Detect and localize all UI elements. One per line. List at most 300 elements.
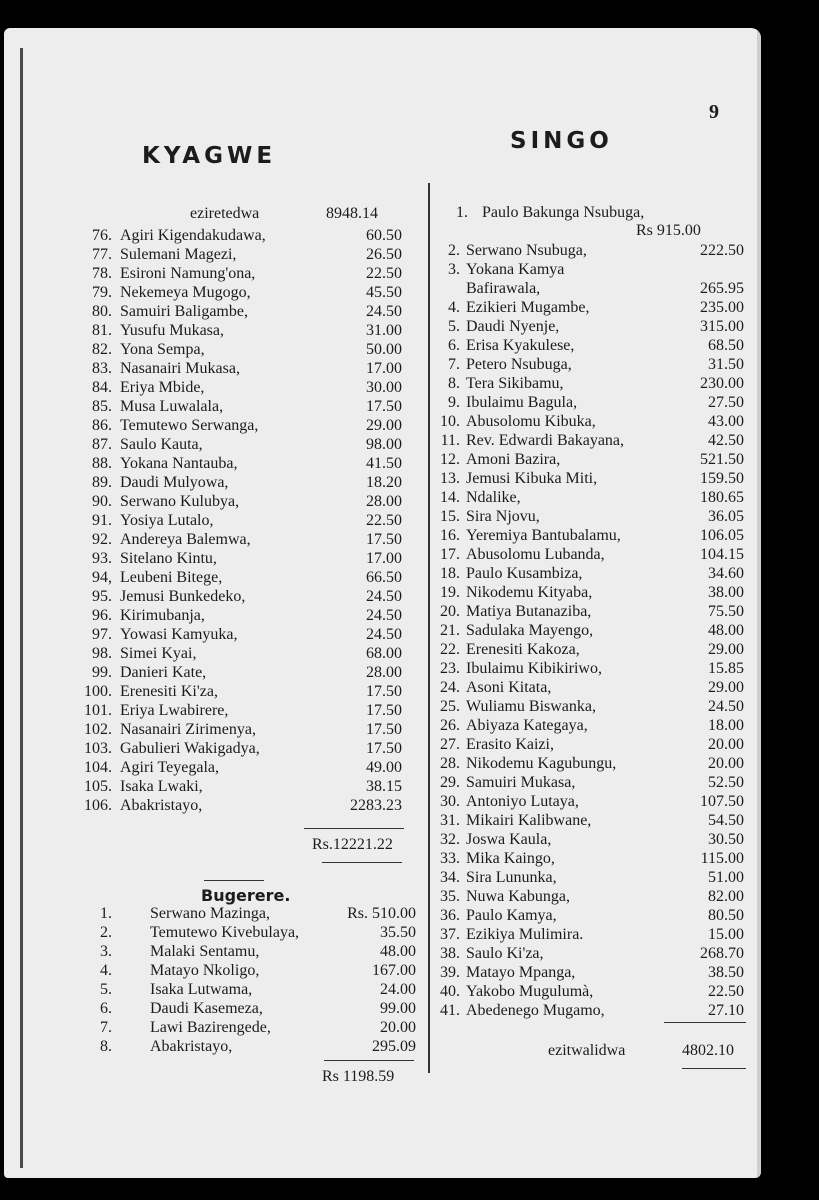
entry-name: Nekemeya Mugogo, [120,284,251,301]
entry-amount: 107.50 [700,793,744,810]
ledger-row [62,720,402,739]
ledger-row [62,606,402,625]
entry-name: Yeremiya Bantubalamu, [466,527,621,544]
entry-number: 30. [440,793,460,810]
entry-number: 15. [440,508,460,525]
entry-name: Samuiri Baligambe, [120,303,248,320]
entry-name: Yusufu Mukasa, [120,322,224,339]
entry-number: 5. [100,981,112,998]
entry-number: 13. [440,470,460,487]
entry-name: Petero Nsubuga, [466,356,572,373]
entry-amount: 38.50 [708,964,744,981]
ledger-row [62,961,422,980]
entry-name: Temutewo Serwanga, [120,417,259,434]
entry-name: Asoni Kitata, [466,679,552,696]
ledger-row [424,1001,744,1020]
ledger-row [62,549,402,568]
entry-number: 90. [92,493,112,510]
entry-amount: 66.50 [366,569,402,586]
entry-amount: Rs. 510.00 [347,905,416,922]
ledger-row [424,526,744,545]
ledger-row [424,545,744,564]
entry-amount: 48.00 [708,622,744,639]
ledger-row [62,340,402,359]
ledger-row [424,355,744,374]
ledger-row [62,245,402,264]
entry-amount: 235.00 [700,299,744,316]
entry-name: Yakobo Mugulumà, [466,983,594,1000]
entry-number: 12. [440,451,460,468]
entry-amount: 34.60 [708,565,744,582]
entry-amount: 17.50 [366,531,402,548]
entry-number: 2. [448,242,460,259]
entry-name: Yokana Kamya [466,261,565,278]
entry-number: 3. [100,943,112,960]
entry-amount: 265.95 [700,280,744,297]
ledger-row [62,530,402,549]
ledger-row [424,925,744,944]
entry-amount: 60.50 [366,227,402,244]
entry-name: Matayo Mpanga, [466,964,576,981]
ledger-row [424,298,744,317]
entry-name: Danieri Kate, [120,664,207,681]
ledger-row [424,602,744,621]
bugerere-list [62,904,422,1056]
ledger-row [62,644,402,663]
entry-number: 26. [440,717,460,734]
entry-name: Leubeni Bitege, [120,569,223,586]
entry-amount: 98.00 [366,436,402,453]
singo-list [424,241,744,1020]
entry-amount: 295.09 [372,1038,416,1055]
entry-number: 11. [440,432,460,449]
entry-number: 22. [440,641,460,658]
ledger-row [424,564,744,583]
ledger-row [62,625,402,644]
entry-name: Erenesiti Kakoza, [466,641,580,658]
entry-number: 97. [92,626,112,643]
entry-amount: 38.15 [366,778,402,795]
entry-name: Amoni Bazira, [466,451,561,468]
entry-name: Paulo Kusambiza, [466,565,583,582]
entry-number: 7. [448,356,460,373]
entry-name: Eriya Lwabirere, [120,702,229,719]
entry-name: Erenesiti Ki'za, [120,683,218,700]
entry-number: 36. [440,907,460,924]
entry-amount: 27.50 [708,394,744,411]
entry-number: 31. [440,812,460,829]
entry-amount: 167.00 [372,962,416,979]
entry-number: 102. [84,721,112,738]
entry-name: Matayo Nkoligo, [150,962,260,979]
entry-number: 10. [440,413,460,430]
singo-first-num: 1. [456,204,468,221]
entry-amount: 75.50 [708,603,744,620]
ledger-row [62,980,422,999]
entry-amount: 42.50 [708,432,744,449]
entry-name: Agiri Kigendakudawa, [120,227,266,244]
entry-amount: 68.00 [366,645,402,662]
entry-name: Sadulaka Mayengo, [466,622,594,639]
entry-name: Paulo Kamya, [466,907,557,924]
entry-amount: 17.50 [366,721,402,738]
kyagwe-list [62,226,402,815]
entry-amount: 38.00 [708,584,744,601]
entry-number: 27. [440,736,460,753]
entry-amount: 29.00 [708,679,744,696]
entry-number: 1. [100,905,112,922]
entry-amount: 15.85 [708,660,744,677]
entry-name: Jemusi Bunkedeko, [120,588,246,605]
entry-number: 16. [440,527,460,544]
ledger-row [424,621,744,640]
entry-amount: 20.00 [380,1019,416,1036]
ledger-row [62,587,402,606]
entry-number: 100. [84,683,112,700]
entry-name: Erisa Kyakulese, [466,337,575,354]
entry-number: 3. [448,261,460,278]
entry-number: 18. [440,565,460,582]
ledger-row [424,640,744,659]
entry-amount: 2283.23 [350,797,402,814]
ledger-row [62,942,422,961]
entry-name: Nasanairi Mukasa, [120,360,240,377]
entry-number: 78. [92,265,112,282]
ledger-row [62,663,402,682]
entry-number: 106. [84,797,112,814]
ledger-row [62,1018,422,1037]
entry-number: 80. [92,303,112,320]
ledger-row [424,849,744,868]
entry-number: 34. [440,869,460,886]
entry-amount: 36.05 [708,508,744,525]
entry-name: Abusolomu Kibuka, [466,413,596,430]
ledger-row [62,397,402,416]
ledger-row [62,739,402,758]
entry-amount: 82.00 [708,888,744,905]
entry-amount: 22.50 [366,512,402,529]
entry-number: 92. [92,531,112,548]
entry-number: 105. [84,778,112,795]
page-number: 9 [709,101,719,123]
entry-number: 81. [92,322,112,339]
kyagwe-total-rule [304,828,404,829]
entry-amount: 49.00 [366,759,402,776]
entry-number: 21. [440,622,460,639]
entry-name: Ibulaimu Bagula, [466,394,578,411]
entry-amount: 22.50 [708,983,744,1000]
entry-number: 33. [440,850,460,867]
singo-first-amount: Rs 915.00 [636,222,701,239]
kyagwe-total: Rs.12221.22 [312,836,393,853]
entry-amount: 24.00 [380,981,416,998]
ledger-row [424,963,744,982]
entry-name: Abiyaza Kategaya, [466,717,588,734]
entry-number: 79. [92,284,112,301]
entry-name: Saulo Kauta, [120,436,203,453]
ledger-row [424,868,744,887]
entry-name: Saulo Ki'za, [466,945,544,962]
entry-amount: 52.50 [708,774,744,791]
ledger-row [62,416,402,435]
entry-number: 25. [440,698,460,715]
entry-amount: 35.50 [380,924,416,941]
entry-name: Daudi Mulyowa, [120,474,229,491]
entry-name: Nikodemu Kityaba, [466,584,593,601]
entry-amount: 18.00 [708,717,744,734]
ledger-row [62,777,402,796]
ledger-row [424,336,744,355]
entry-name: Tera Sikibamu, [466,375,564,392]
ledger-row [424,469,744,488]
ledger-row [62,701,402,720]
entry-number: 99. [92,664,112,681]
entry-amount: 43.00 [708,413,744,430]
ledger-row [424,697,744,716]
entry-amount: 29.00 [708,641,744,658]
ledger-row [62,264,402,283]
entry-amount: 48.00 [380,943,416,960]
ledger-row [62,1037,422,1056]
entry-name: Nuwa Kabunga, [466,888,570,905]
entry-amount: 24.50 [366,303,402,320]
entry-amount: 28.00 [366,493,402,510]
entry-name: Simei Kyai, [120,645,197,662]
entry-number: 84. [92,379,112,396]
entry-amount: 315.00 [700,318,744,335]
entry-number: 83. [92,360,112,377]
entry-number: 14. [440,489,460,506]
entry-name: Jemusi Kibuka Miti, [466,470,598,487]
entry-amount: 20.00 [708,755,744,772]
entry-amount: 22.50 [366,265,402,282]
entry-number: 37. [440,926,460,943]
entry-amount: 41.50 [366,455,402,472]
entry-number: 2. [100,924,112,941]
ledger-row [424,374,744,393]
entry-name: Erasito Kaizi, [466,736,554,753]
entry-amount: 17.50 [366,398,402,415]
singo-first-name: Paulo Bakunga Nsubuga, [482,204,645,221]
entry-amount: 28.00 [366,664,402,681]
entry-number: 8. [448,375,460,392]
ledger-row [424,260,744,279]
entry-amount: 159.50 [700,470,744,487]
ledger-row [424,431,744,450]
entry-amount: 17.00 [366,360,402,377]
entry-name: Ezikiya Mulimira. [466,926,584,943]
entry-amount: 180.65 [700,489,744,506]
bugerere-total-rule [324,1060,414,1061]
entry-name: Andereya Balemwa, [120,531,251,548]
entry-name: Rev. Edwardi Bakayana, [466,432,625,449]
ledger-row [424,906,744,925]
ledger-row [62,568,402,587]
entry-name: Malaki Sentamu, [150,943,260,960]
entry-name: Temutewo Kivebulaya, [150,924,300,941]
kyagwe-heading: KYAGWE [142,143,277,169]
ledger-row [424,887,744,906]
entry-name: Joswa Kaula, [466,831,552,848]
ledger-row [424,279,744,298]
entry-name: Sulemani Magezi, [120,246,237,263]
ledger-row [424,317,744,336]
entry-number: 85. [92,398,112,415]
entry-number: 8. [100,1038,112,1055]
entry-number: 41. [440,1002,460,1019]
singo-first-entry [456,204,644,222]
entry-amount: 54.50 [708,812,744,829]
entry-amount: 29.00 [366,417,402,434]
entry-name: Samuiri Mukasa, [466,774,576,791]
entry-name: Kirimubanja, [120,607,205,624]
entry-amount: 17.50 [366,740,402,757]
entry-name: Lawi Bazirengede, [150,1019,271,1036]
entry-name: Serwano Kulubya, [120,493,240,510]
entry-amount: 24.50 [708,698,744,715]
entry-name: Ibulaimu Kibikiriwo, [466,660,602,677]
ledger-row [62,473,402,492]
entry-name: Ezikieri Mugambe, [466,299,590,316]
ledger-row [62,796,402,815]
ledger-row [424,754,744,773]
entry-name: Abakristayo, [150,1038,233,1055]
entry-number: 5. [448,318,460,335]
ledger-row [424,944,744,963]
entry-number: 17. [440,546,460,563]
entry-amount: 115.00 [700,850,744,867]
entry-amount: 17.50 [366,702,402,719]
entry-amount: 50.00 [366,341,402,358]
ledger-row [424,583,744,602]
entry-amount: 24.50 [366,588,402,605]
ledger-row [424,488,744,507]
ledger-row [62,283,402,302]
ledger-row [62,682,402,701]
entry-amount: 30.00 [366,379,402,396]
entry-number: 86. [92,417,112,434]
entry-number: 95. [92,588,112,605]
entry-amount: 15.00 [708,926,744,943]
ledger-row [424,716,744,735]
entry-number: 38. [440,945,460,962]
ledger-row [424,412,744,431]
entry-amount: 80.50 [708,907,744,924]
entry-number: 88. [92,455,112,472]
ledger-row [62,923,422,942]
ledger-row [62,511,402,530]
entry-name: Abedenego Mugamo, [466,1002,605,1019]
entry-number: 40. [440,983,460,1000]
entry-name: Sira Lununka, [466,869,557,886]
ledger-row [62,454,402,473]
entry-name: Isaka Lwaki, [120,778,203,795]
entry-name: Sira Njovu, [466,508,540,525]
entry-number: 91. [92,512,112,529]
entry-amount: 31.50 [708,356,744,373]
ledger-row [424,678,744,697]
entry-name: Serwano Mazinga, [150,905,270,922]
entry-number: 35. [440,888,460,905]
entry-name: Abakristayo, [120,797,203,814]
entry-amount: 106.05 [700,527,744,544]
entry-amount: 268.70 [700,945,744,962]
ledger-row [62,904,422,923]
entry-name: Gabulieri Wakigadya, [120,740,260,757]
page-edge [757,28,761,1178]
entry-name: Serwano Nsubuga, [466,242,587,259]
singo-total: 4802.10 [682,1042,734,1059]
singo-heading: SINGO [510,128,613,154]
entry-number: 93. [92,550,112,567]
ledger-row [62,226,402,245]
entry-amount: 31.00 [366,322,402,339]
entry-number: 9. [448,394,460,411]
entry-amount: 24.50 [366,626,402,643]
entry-number: 98. [92,645,112,662]
entry-name: Yokana Nantauba, [120,455,238,472]
entry-number: 24. [440,679,460,696]
entry-number: 32. [440,831,460,848]
entry-number: 20. [440,603,460,620]
entry-name: Yona Sempa, [120,341,205,358]
ledger-page [4,28,761,1178]
entry-number: 6. [100,1000,112,1017]
entry-name: Mika Kaingo, [466,850,555,867]
entry-number: 104. [84,759,112,776]
entry-name: Yosiya Lutalo, [120,512,214,529]
entry-amount: 26.50 [366,246,402,263]
entry-amount: 222.50 [700,242,744,259]
entry-name: Bafirawala, [466,280,541,297]
entry-number: 23. [440,660,460,677]
bugerere-heading-rule [204,880,264,881]
entry-number: 29. [440,774,460,791]
entry-name: Mikairi Kalibwane, [466,812,592,829]
entry-amount: 17.00 [366,550,402,567]
ledger-row [62,302,402,321]
entry-name: Daudi Nyenje, [466,318,560,335]
entry-amount: 20.00 [708,736,744,753]
entry-name: Matiya Butanaziba, [466,603,592,620]
singo-total-underline [682,1068,746,1069]
entry-number: 28. [440,755,460,772]
entry-name: Agiri Teyegala, [120,759,219,776]
ledger-row [424,393,744,412]
ledger-row [424,792,744,811]
entry-name: Isaka Lutwama, [150,981,253,998]
entry-amount: 18.20 [366,474,402,491]
singo-total-label: ezitwalidwa [548,1042,626,1059]
ledger-row [424,982,744,1001]
entry-name: Nasanairi Zirimenya, [120,721,256,738]
entry-number: 87. [92,436,112,453]
ledger-row [424,659,744,678]
ledger-row [424,811,744,830]
ledger-row [424,830,744,849]
entry-name: Musa Luwalala, [120,398,224,415]
entry-number: 96. [92,607,112,624]
entry-amount: 230.00 [700,375,744,392]
entry-number: 82. [92,341,112,358]
entry-name: Antoniyo Lutaya, [466,793,579,810]
binding-line [20,48,23,1168]
entry-number: 39. [440,964,460,981]
entry-name: Abusolomu Lubanda, [466,546,605,563]
entry-number: 4. [448,299,460,316]
entry-amount: 104.15 [700,546,744,563]
ledger-row [424,507,744,526]
